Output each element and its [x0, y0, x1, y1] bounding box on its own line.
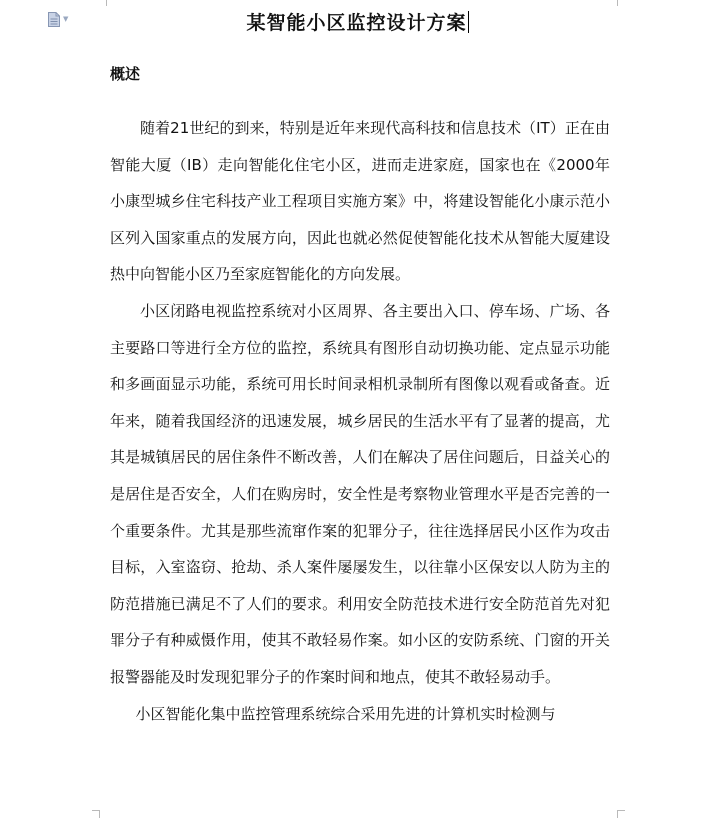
document-body[interactable]	[110, 110, 610, 732]
paragraph: 小区智能化集中监控管理系统综合采用先进的计算机实时检测与	[135, 704, 556, 723]
document-title: 某智能小区监控设计方案	[246, 12, 467, 34]
paragraph: 随着21世纪的到来，特别是近年来现代高科技和信息技术（IT）正在由智能大厦（IB）走向智能化住宅小区，进而走进家庭，国家也在《2000年小康型城乡住宅科技产业工程项目实施方案》中，将建设智能化小康示范小区列入国家重点的发展方向，因此也就必然促使智能化技术从智能大厦建设热中向智能小区乃至家庭智能化的方向发展。	[110, 119, 610, 284]
crop-mark	[617, 810, 625, 818]
chevron-down-icon: ▼	[63, 14, 69, 23]
document-title-line[interactable]	[0, 8, 715, 35]
crop-mark	[99, 0, 107, 6]
paragraph: 小区闭路电视监控系统对小区周界、各主要出入口、停车场、广场、各主要路口等进行全方位的监控，系统具有图形自动切换功能、定点显示功能和多画面显示功能，系统可用长时间录相机录制所有图像以观看或备查。近年来，随着我国经济的迅速发展，城乡居民的生活水平有了显著的提高，尤其是城镇居民的居住条件不断改善，人们在解决了居住问题后，日益关心的是居住是否安全，人们在购房时，安全性是考察物业管理水平是否完善的一个重要条件。尤其是那些流窜作案的犯罪分子，往往选择居民小区作为攻击目标，入室盗窃、抢劫、杀人案件屡屡发生，以往靠小区保安以人防为主的防范措施已满足不了人们的要求。利用安全防范技术进行安全防范首先对犯罪分子有种威慑作用，使其不敢轻易作案。如小区的安防系统、门窗的开关报警器能及时发现犯罪分子的作案时间和地点，使其不敢轻易动手。	[110, 301, 610, 686]
section-heading: 概述	[110, 65, 141, 83]
crop-mark	[617, 0, 625, 6]
crop-mark	[92, 810, 100, 818]
text-cursor	[468, 11, 469, 33]
